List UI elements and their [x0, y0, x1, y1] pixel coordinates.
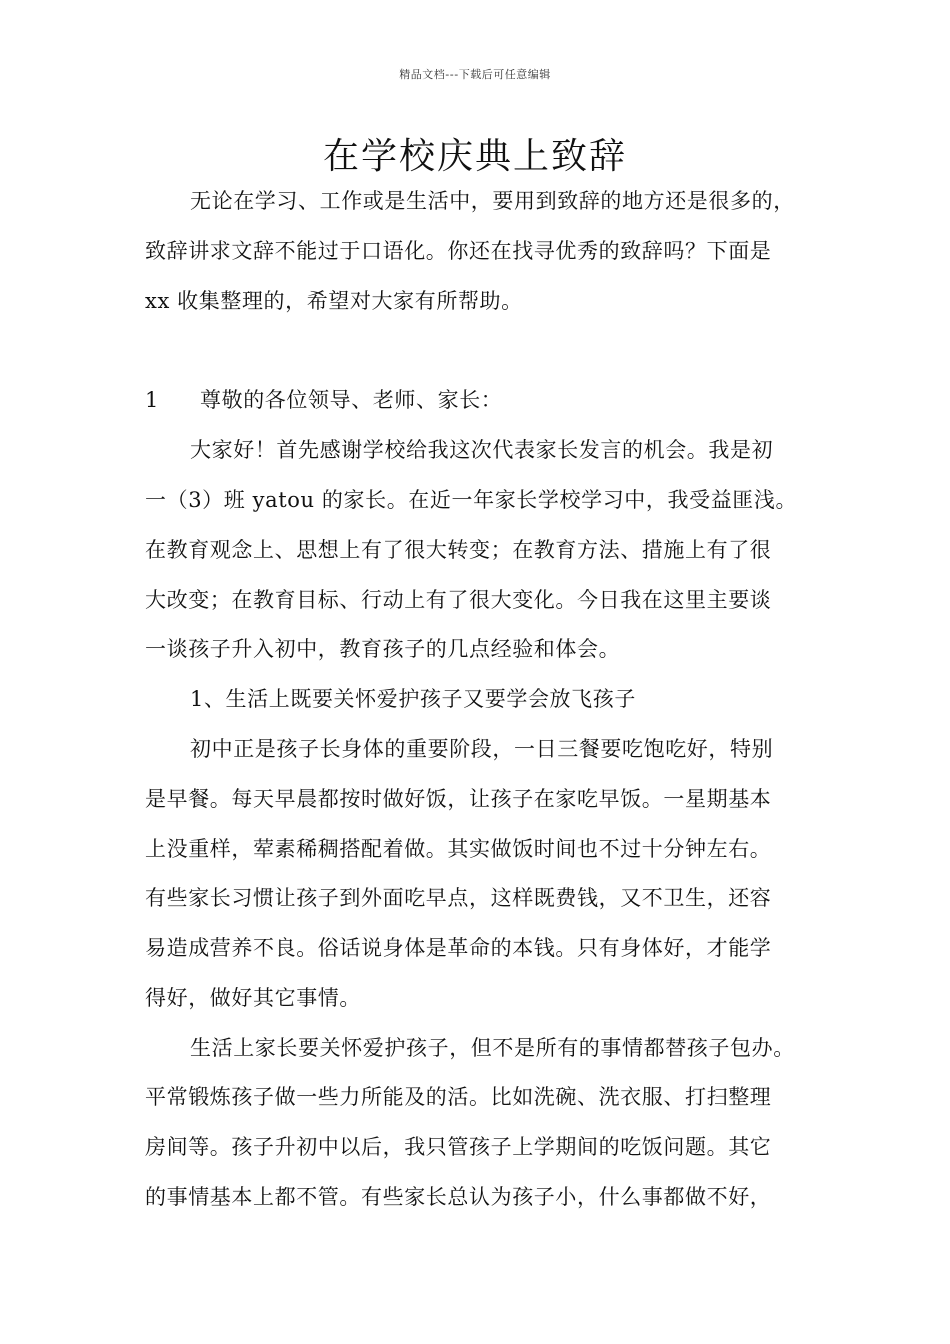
salutation-text: 尊敬的各位领导、老师、家长：	[200, 388, 503, 412]
body-line-10: 易造成营养不良。俗话说身体是革命的本钱。只有身体好，才能学	[145, 936, 772, 960]
body-line-12: 生活上家长要关怀爱护孩子，但不是所有的事情都替孩子包办。	[190, 1036, 795, 1060]
body-line-4: 大改变；在教育目标、行动上有了很大变化。今日我在这里主要谈	[145, 588, 772, 612]
section-heading: 1、生活上既要关怀爱护孩子又要学会放飞孩子	[190, 687, 636, 711]
intro-line-1: 无论在学习、工作或是生活中，要用到致辞的地方还是很多的，	[190, 189, 795, 213]
intro-line-2: 致辞讲求文辞不能过于口语化。你还在找寻优秀的致辞吗？下面是	[145, 239, 772, 263]
document-title: 在学校庆典上致辞	[322, 136, 627, 177]
body-line-15: 的事情基本上都不管。有些家长总认为孩子小，什么事都做不好，	[145, 1185, 772, 1209]
body-line-8: 上没重样，荤素稀稠搭配着做。其实做饭时间也不过十分钟左右。	[145, 837, 772, 861]
salutation-line	[145, 385, 835, 415]
body-line-9: 有些家长习惯让孩子到外面吃早点，这样既费钱，又不卫生，还容	[145, 886, 772, 910]
body-line-1: 大家好！首先感谢学校给我这次代表家长发言的机会。我是初	[190, 438, 774, 462]
body-line-2: 一（3）班 yatou 的家长。在近一年家长学校学习中，我受益匪浅。	[145, 488, 798, 512]
body-line-7: 是早餐。每天早晨都按时做好饭，让孩子在家吃早饭。一星期基本	[145, 787, 772, 811]
body-line-5: 一谈孩子升入初中，教育孩子的几点经验和体会。	[145, 637, 621, 661]
body-line-13: 平常锻炼孩子做一些力所能及的活。比如洗碗、洗衣服、打扫整理	[145, 1085, 772, 1109]
body-line-14: 房间等。孩子升初中以后，我只管孩子上学期间的吃饭问题。其它	[145, 1135, 772, 1159]
body-line-11: 得好，做好其它事情。	[145, 986, 361, 1010]
page-header-note: 精品文档---下载后可任意编辑	[399, 68, 551, 81]
body-line-3: 在教育观念上、思想上有了很大转变；在教育方法、措施上有了很	[145, 538, 772, 562]
intro-line-3: xx 收集整理的，希望对大家有所帮助。	[145, 289, 523, 313]
body-line-6: 初中正是孩子长身体的重要阶段，一日三餐要吃饱吃好，特别	[190, 737, 774, 761]
section-number: 1	[145, 388, 159, 412]
